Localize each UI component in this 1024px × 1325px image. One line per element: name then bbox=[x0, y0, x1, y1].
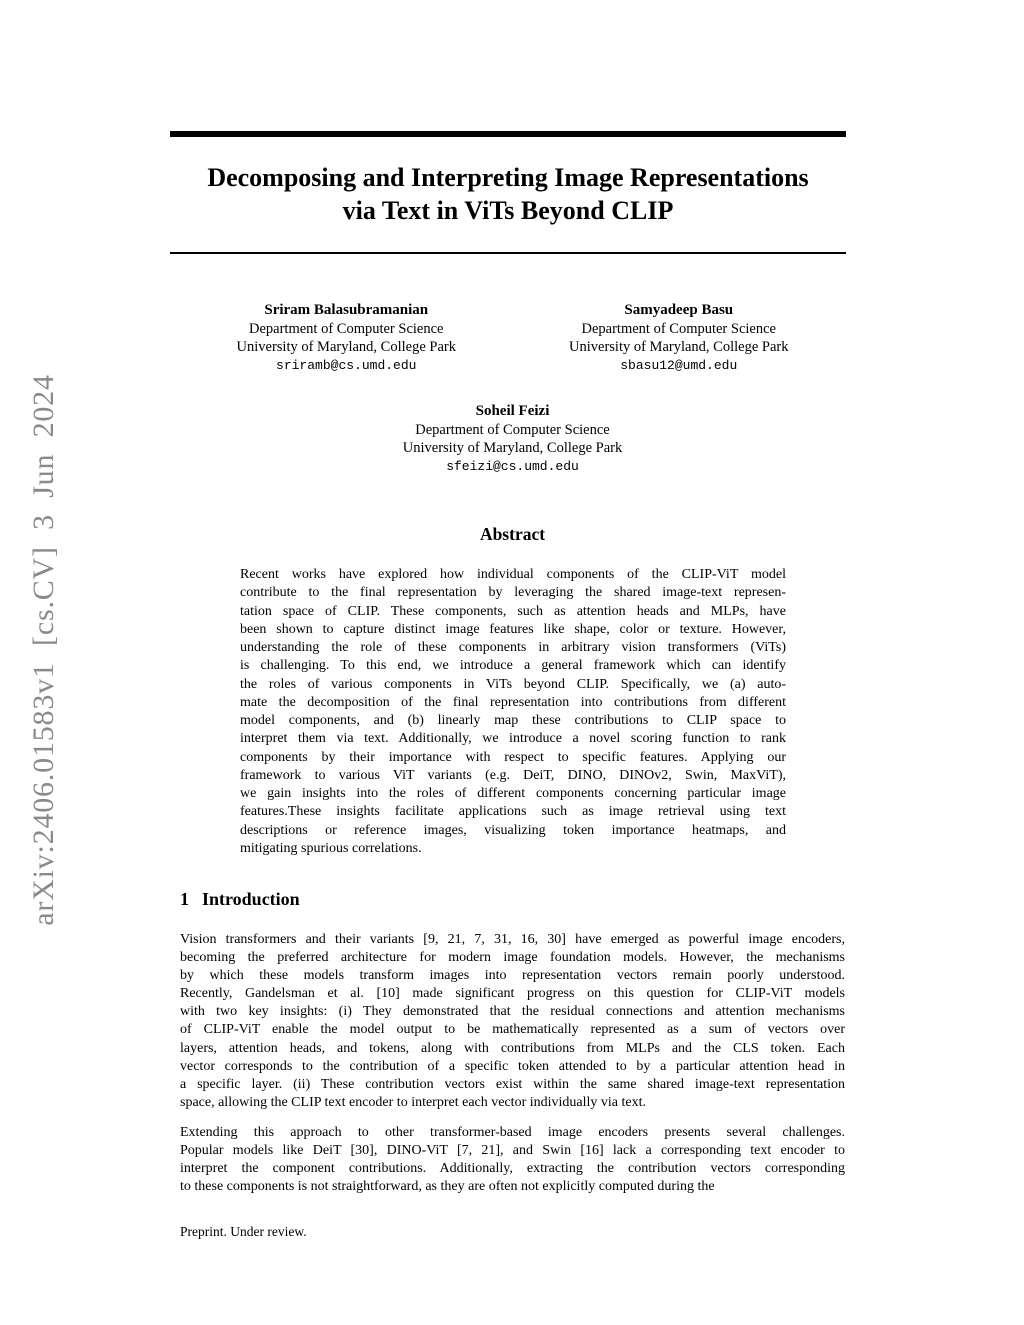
author-block-3 bbox=[180, 402, 845, 476]
text-line: becoming the preferred architecture for modern image foundation models. However, the mechanisms bbox=[180, 950, 845, 966]
author-department: Department of Computer Science bbox=[581, 320, 776, 337]
text-line: interpret them via text. Additionally, we introduce a novel scoring function to rank bbox=[240, 731, 786, 747]
arxiv-watermark: arXiv:2406.01583v1 [cs.CV] 3 Jun 2024 bbox=[27, 374, 60, 926]
author-block-2 bbox=[513, 301, 846, 375]
text-line: by which these models transform images into representation vectors remain poorly understood. bbox=[180, 968, 845, 984]
text-line: descriptions or reference images, visualizing token importance heatmaps, and bbox=[240, 822, 786, 838]
text-line: the roles of various components in ViTs beyond CLIP. Specifically, we (a) auto- bbox=[240, 676, 786, 692]
text-line: via Text in ViTs Beyond CLIP bbox=[342, 196, 674, 225]
text-line: Vision transformers and their variants [9, 21, 7, 31, 16, 30] have emerged as powerful image encoders, bbox=[180, 932, 845, 947]
text-line: we gain insights into the roles of different components concerning particular image bbox=[240, 786, 786, 801]
section-heading-introduction bbox=[180, 889, 845, 910]
section-number: 1 bbox=[180, 889, 189, 909]
text-line: Recent works have explored how individual components of the CLIP-ViT model bbox=[240, 567, 786, 582]
author-name: Sriram Balasubramanian bbox=[264, 302, 429, 318]
text-line: been shown to capture distinct image features like shape, color or texture. However, bbox=[240, 621, 786, 637]
authors-row bbox=[180, 301, 845, 375]
text-line: features.These insights facilitate applications such as image retrieval using text bbox=[240, 804, 786, 820]
text-line: space, allowing the CLIP text encoder to interpret each vector individually via text. bbox=[180, 1094, 646, 1110]
text-line: model components, and (b) linearly map these contributions to CLIP space to bbox=[240, 713, 786, 728]
text-line: of CLIP-ViT enable the model output to be mathematically represented as a sum of vectors over bbox=[180, 1022, 845, 1038]
abstract-text bbox=[240, 566, 786, 858]
text-line: contribute to the final representation by leveraging the shared image-text represen- bbox=[240, 585, 786, 601]
text-line: to these components is not straightforward, as they are often not explicitly computed during the bbox=[180, 1179, 715, 1195]
author-name: Samyadeep Basu bbox=[624, 302, 734, 318]
title-rule-bottom bbox=[170, 252, 846, 254]
text-line: a specific layer. (ii) These contribution vectors exist within the same shared image-text representation bbox=[180, 1076, 845, 1092]
section-title: Introduction bbox=[202, 889, 300, 909]
author-department: Department of Computer Science bbox=[249, 320, 444, 337]
author-block-1 bbox=[180, 301, 513, 375]
text-line: vector corresponds to the contribution of a specific token attended to by a particular attention head in bbox=[180, 1058, 845, 1074]
introduction-paragraph-1 bbox=[180, 931, 845, 1112]
text-line: components by their importance with respect to specific features. Applying our bbox=[240, 749, 786, 765]
author-department: Department of Computer Science bbox=[415, 421, 610, 438]
author-name: Soheil Feizi bbox=[475, 403, 550, 419]
author-email: sbasu12@umd.edu bbox=[620, 357, 738, 373]
text-line: Extending this approach to other transformer-based image encoders presents several challenges. bbox=[180, 1125, 845, 1140]
text-line: with two key insights: (i) They demonstrated that the residual connections and attention mechanisms bbox=[180, 1004, 845, 1020]
preprint-footnote: Preprint. Under review. bbox=[180, 1224, 307, 1239]
author-email: sfeizi@cs.umd.edu bbox=[446, 458, 579, 474]
author-university: University of Maryland, College Park bbox=[236, 339, 456, 355]
paper-title bbox=[170, 161, 846, 227]
text-line: understanding the role of these components in arbitrary vision transformers (ViTs) bbox=[240, 640, 786, 655]
author-university: University of Maryland, College Park bbox=[569, 339, 789, 355]
text-line: tation space of CLIP. These components, such as attention heads and MLPs, have bbox=[240, 603, 786, 619]
introduction-paragraph-2 bbox=[180, 1124, 845, 1196]
text-line: interpret the component contributions. Additionally, extracting the contribution vectors corresponding bbox=[180, 1161, 845, 1177]
author-email: sriramb@cs.umd.edu bbox=[276, 357, 417, 373]
abstract-heading: Abstract bbox=[479, 524, 546, 544]
text-line: framework to various ViT variants (e.g. DeiT, DINO, DINOv2, Swin, MaxViT), bbox=[240, 767, 786, 783]
text-line: is challenging. To this end, we introduce a general framework which can identify bbox=[240, 658, 786, 674]
text-line: Popular models like DeiT [30], DINO-ViT [7, 21], and Swin [16] lack a corresponding text encoder to bbox=[180, 1143, 845, 1159]
text-line: mitigating spurious correlations. bbox=[240, 840, 422, 856]
text-line: Decomposing and Interpreting Image Representations bbox=[207, 163, 809, 192]
text-line: layers, attention heads, and tokens, along with contributions from MLPs and the CLS token. Each bbox=[180, 1040, 845, 1056]
text-line: Recently, Gandelsman et al. [10] made significant progress on this question for CLIP-ViT models bbox=[180, 986, 845, 1002]
text-line: mate the decomposition of the final representation into contributions from different bbox=[240, 694, 786, 710]
title-rule-top bbox=[170, 131, 846, 137]
author-university: University of Maryland, College Park bbox=[402, 440, 623, 456]
